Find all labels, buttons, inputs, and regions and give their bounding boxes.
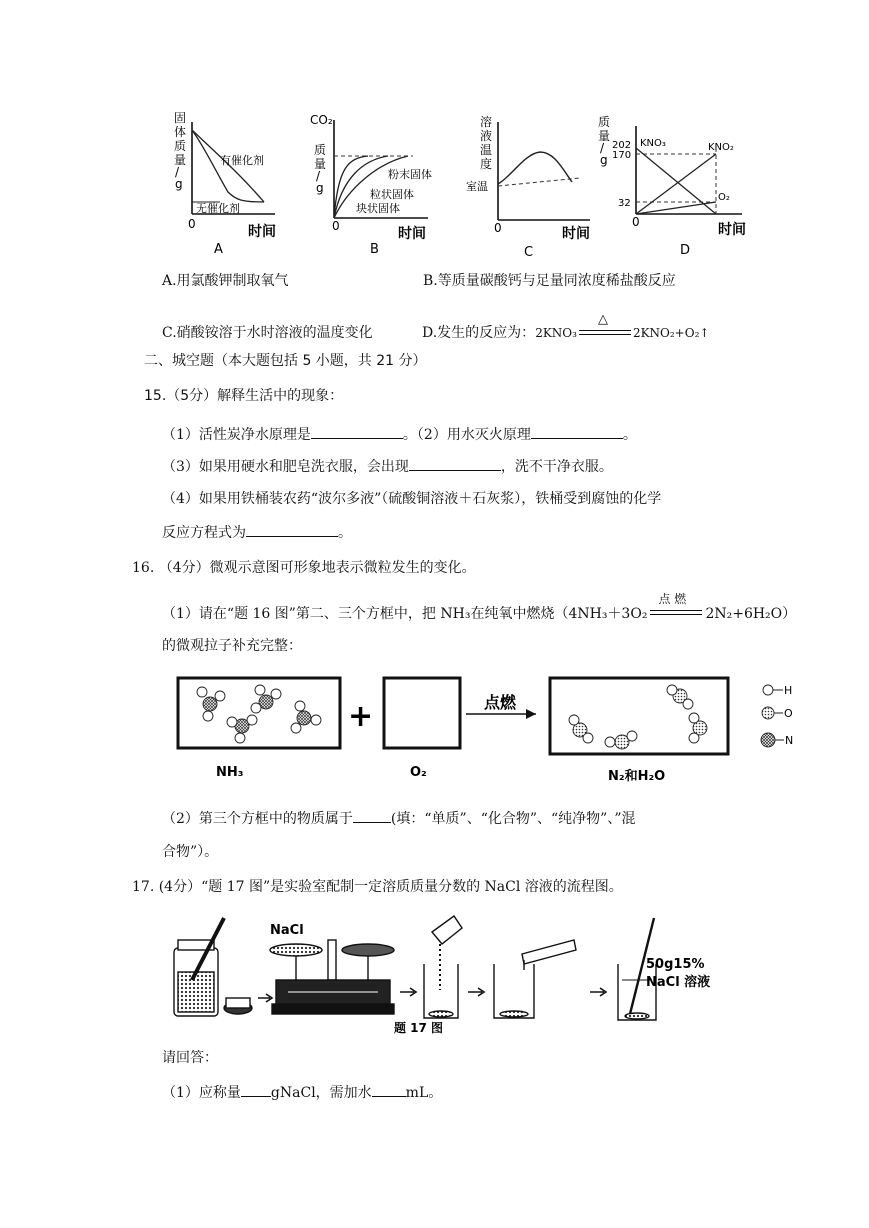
legend-o-label: O <box>784 707 793 720</box>
flow-arrow <box>468 988 484 996</box>
pouring-step <box>424 916 462 1018</box>
figure-caption: 题 17 图 <box>394 1021 444 1035</box>
equal-sign <box>650 610 702 611</box>
ylabel-char: 质 <box>314 143 327 157</box>
graph-a <box>160 108 285 258</box>
answer-blank[interactable] <box>409 457 501 471</box>
q15-text: 。（2）用水灭火原理 <box>402 427 531 443</box>
ylabel-char: 量 <box>598 129 611 143</box>
balance <box>270 940 394 1014</box>
nh3-molecule <box>291 701 321 733</box>
label-block: 块状固体 <box>356 202 400 215</box>
arrow-label: 点燃 <box>484 693 517 712</box>
origin-label: 0 <box>494 221 502 235</box>
ylabel-char: 度 <box>480 157 493 171</box>
o2-increase <box>636 202 716 214</box>
ylabel-char: 质 <box>174 139 187 153</box>
q16-part2 <box>162 808 635 828</box>
option-d-product: 2KNO₂+O₂↑ <box>632 326 710 340</box>
answer-blank[interactable] <box>311 425 403 439</box>
bottle-stopper <box>224 998 252 1014</box>
plus-sign: + <box>348 699 374 734</box>
kno2-increase <box>636 154 716 214</box>
q15-heading: 15.（5分）解释生活中的现象： <box>144 388 344 404</box>
answer-blank[interactable] <box>531 425 623 439</box>
graph-b <box>308 108 438 258</box>
label-kno2: KNO₂ <box>708 142 734 153</box>
flow-arrow <box>400 988 416 996</box>
water-molecule <box>667 685 693 709</box>
q16-text: （1）请在“题 16 图”第二、三个方框中，把 NH₃在纯氧中燃烧（4NH₃＋3O₂ <box>162 606 648 622</box>
q16-figure <box>170 668 820 788</box>
label-products: N₂和H₂O <box>608 769 666 784</box>
q17-heading: 17. (4分）“题 17 图”是实验室配制一定溶质质量分数的 NaCl 溶液的流程图。 <box>132 879 623 895</box>
origin-label: 0 <box>332 219 340 233</box>
q17-text: mL。 <box>405 1085 443 1101</box>
legend-h <box>763 684 792 697</box>
q15-text: （1）活性炭净水原理是 <box>162 427 311 443</box>
q15-text: ，洗不干净衣服。 <box>500 459 613 475</box>
q15-text: 。 <box>622 427 637 443</box>
x-label: 时间 <box>248 224 276 240</box>
graph-d-ylabel <box>598 114 610 167</box>
ylabel-char: 液 <box>480 129 493 143</box>
room-temp-line <box>498 178 580 186</box>
graph-a-ylabel <box>174 111 186 191</box>
equal-sign <box>579 330 631 331</box>
graph-letter: C <box>524 245 534 260</box>
graph-c-ylabel <box>480 114 492 171</box>
ylabel-char: / <box>316 169 321 183</box>
q16-text: (填：“单质”、“化合物”、“纯净物”、”混 <box>390 811 636 827</box>
graph-letter: D <box>680 243 691 258</box>
final-label-1: 50g15% <box>646 957 705 972</box>
q16-text: 2N₂+6H₂O） <box>705 606 797 622</box>
equal-sign <box>650 614 702 615</box>
flow-arrow <box>258 994 272 1002</box>
origin-label: 0 <box>632 215 640 229</box>
ylabel-char: 固 <box>174 111 187 125</box>
box-o2[interactable] <box>384 678 460 748</box>
q16-line2: 的微观拉子补充完整： <box>162 638 302 654</box>
x-label: 时间 <box>398 226 426 242</box>
legend-h-label: H <box>784 684 793 697</box>
section-heading: 二、城空题（本大题包括 5 小题，共 21 分） <box>144 353 427 369</box>
label-no-catalyst: 无催化剂 <box>196 202 240 215</box>
final-label-2: NaCl 溶液 <box>646 975 711 990</box>
option-c: C.硝酸铵溶于水时溶液的温度变化 <box>162 325 373 341</box>
ylabel-char: / <box>175 165 180 179</box>
label-nh3: NH₃ <box>216 765 244 780</box>
graph-letter: B <box>370 242 379 257</box>
ylabel-char: 体 <box>174 125 187 139</box>
water-molecule <box>689 713 707 743</box>
origin-label: 0 <box>188 217 196 231</box>
option-b: B.等质量碳酸钙与足量同浓度稀盐酸反应 <box>423 273 676 289</box>
graph-letter: A <box>214 242 223 257</box>
graph-b-ylabel <box>310 113 333 195</box>
ylabel-char: 量 <box>314 157 327 171</box>
answer-blank[interactable] <box>353 809 391 823</box>
flow-arrow <box>590 988 606 996</box>
x-label: 时间 <box>562 226 590 242</box>
tick-170: 170 <box>612 150 632 161</box>
temp-curve <box>498 152 572 184</box>
q15-text: （3）如果用硬水和肥皂洗衣服，会出现 <box>162 459 409 475</box>
x-label: 时间 <box>718 222 746 238</box>
label-granular: 粒状固体 <box>370 188 414 201</box>
q17-figure <box>168 910 711 1035</box>
legend-n-label: N <box>785 734 794 747</box>
label-o2: O₂ <box>718 192 730 203</box>
q16-text: （2）第三个方框中的物质属于 <box>162 811 353 827</box>
q17-text: gNaCl，需加水 <box>270 1085 372 1101</box>
q15-line2 <box>162 456 613 476</box>
q16-part2-cont: 合物”）。 <box>162 844 219 860</box>
q15-line1 <box>162 424 637 444</box>
ylabel-char: g <box>175 177 183 191</box>
ylabel-char: / <box>600 141 605 155</box>
q17-part1 <box>162 1082 442 1102</box>
ylabel-char: g <box>600 153 608 167</box>
q16-heading: 16. （4分）微观示意图可形象地表示微粒发生的变化。 <box>132 560 476 576</box>
room-temp-label: 室温 <box>466 180 488 193</box>
answer-blank[interactable] <box>372 1083 406 1097</box>
water-molecule <box>605 731 637 749</box>
option-a: A.用氯酸钾制取氧气 <box>162 273 289 289</box>
q17-ask: 请回答： <box>162 1050 218 1066</box>
answer-blank[interactable] <box>246 523 338 537</box>
ylabel-char: 温 <box>480 143 493 157</box>
nh3-molecule <box>227 715 257 743</box>
q15-line4 <box>162 522 352 542</box>
water-pouring-step <box>494 940 576 1018</box>
q16-line1 <box>162 592 797 623</box>
q15-text: 反应方程式为 <box>162 525 246 541</box>
equal-sign <box>579 334 631 335</box>
label-powder: 粉末固体 <box>388 168 432 181</box>
nh3-molecule <box>251 685 281 713</box>
tick-32: 32 <box>618 198 631 209</box>
label-o2: O₂ <box>410 765 427 780</box>
option-d-prefix: D.发生的反应为： <box>422 325 536 341</box>
burn-symbol: 点 燃 <box>658 592 687 606</box>
answer-blank[interactable] <box>241 1083 271 1097</box>
reagent-bottle <box>174 918 224 1016</box>
legend-o <box>762 707 793 720</box>
q17-text: （1）应称量 <box>162 1085 241 1101</box>
graph-d <box>594 112 754 262</box>
nacl-label: NaCl <box>270 923 304 938</box>
ylabel-char: g <box>316 181 324 195</box>
tick-202: 202 <box>612 140 632 151</box>
legend-n <box>761 733 793 747</box>
graph-c <box>462 112 597 262</box>
label-catalyst: 有催化剂 <box>220 154 264 167</box>
label-kno3: KNO₃ <box>640 138 666 149</box>
ylabel-char: 质 <box>598 115 611 129</box>
option-d <box>422 312 710 342</box>
ylabel-char: 量 <box>174 153 187 167</box>
burn-condition <box>650 592 702 621</box>
option-d-condition <box>579 312 631 340</box>
water-molecule <box>569 715 593 743</box>
option-d-reactant: 2KNO₃ <box>535 326 577 340</box>
ylabel-char: CO₂ <box>310 113 333 127</box>
heat-symbol: △ <box>597 312 608 327</box>
q15-line3: （4）如果用铁桶装农药“波尔多液”（硫酸铜溶液＋石灰浆），铁桶受到腐蚀的化学 <box>162 491 662 507</box>
ylabel-char: 溶 <box>480 115 493 129</box>
nh3-molecule <box>197 687 225 721</box>
q15-text: 。 <box>338 525 352 541</box>
arrow-head <box>526 709 536 719</box>
